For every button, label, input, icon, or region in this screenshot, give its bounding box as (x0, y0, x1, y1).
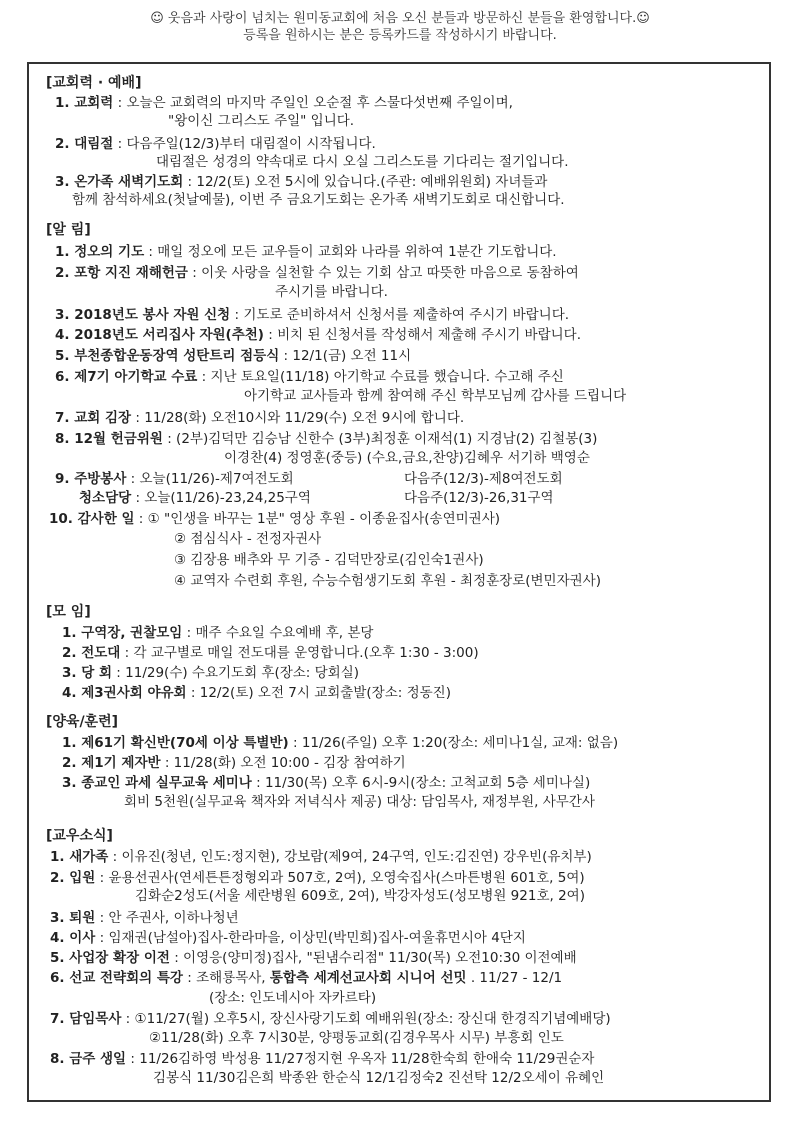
worship-item-2-cont: 대림절은 성경의 약속대로 다시 오실 그리스도를 기다리는 절기입니다. (156, 154, 569, 170)
member-item-7: 7. 담임목사 : ①11/27(월) 오후5시, 장신사랑기도회 예배위원(장소: 장신대 한경직기념예배당) (50, 1011, 611, 1027)
notice-item-2: 2. 포항 지진 재해헌금 : 이웃 사랑을 실천할 수 있는 기회 삼고 따뜻한 마음으로 동참하여 (55, 265, 579, 281)
meeting-item-1: 1. 구역장, 권찰모임 : 매주 수요일 수요예배 후, 본당 (62, 625, 374, 641)
member-item-6: 6. 선교 전략회의 특강 : 조해룡목사, 통합측 세계선교사회 시니어 선밋 . 11/27 - 12/1 (50, 970, 563, 986)
meeting-item-2: 2. 전도대 : 각 교구별로 매일 전도대를 운영합니다.(오후 1:30 - 3:00) (62, 645, 479, 661)
welcome-banner (0, 10, 800, 44)
meeting-item-4: 4. 제3권사회 야유회 : 12/2(토) 오전 7시 교회출발(장소: 정동진) (62, 685, 451, 701)
notice-item-3: 3. 2018년도 봉사 자원 신청 : 기도로 준비하셔서 신청서를 제출하여 주시기 바랍니다. (55, 307, 570, 323)
worship-item-3: 3. 온가족 새벽기도회 : 12/2(토) 오전 5시에 있습니다.(주관: 예배위원회) 자녀들과 (55, 174, 548, 190)
welcome-line-2: 등록을 원하시는 분은 등록카드를 작성하시기 바랍니다. (243, 28, 557, 43)
section-header-meetings: [모 임] (46, 604, 91, 620)
member-item-2: 2. 입원 : 윤용선권사(연세튼튼정형외과 507호, 2여), 오영숙집사(스마튼병원 601호, 5여) (50, 870, 585, 886)
notice-item-10-c: ③ 김장용 배추와 무 기증 - 김덕만장로(김인숙1권사) (174, 552, 484, 568)
notice-item-9-next: 다음주(12/3)-제8여전도회 (404, 471, 563, 487)
notice-item-9: 9. 주방봉사 : 오늘(11/26)-제7여전도회 (55, 471, 294, 487)
notice-item-8: 8. 12월 헌금위원 : (2부)김덕만 김승남 신한수 (3부)최정훈 이재석(1) 지경남(2) 김철봉(3) (55, 431, 598, 447)
section-header-notices: [알 림] (46, 222, 91, 238)
member-item-2-cont: 김화순2성도(서울 세란병원 609호, 2여), 박강자성도(성모병원 921호, 2여) (135, 888, 585, 904)
notice-item-2-cont: 주시기를 바랍니다. (275, 284, 388, 300)
notice-item-5: 5. 부천종합운동장역 성탄트리 점등식 : 12/1(금) 오전 11시 (55, 348, 412, 364)
section-header-training: [양육/훈련] (46, 714, 119, 730)
member-item-5: 5. 사업장 확장 이전 : 이영응(양미정)집사, "된냄수리점" 11/30(목) 오전10:30 이전예배 (50, 950, 577, 966)
section-header-worship: [교회력 · 예배] (46, 75, 142, 91)
notice-item-1: 1. 정오의 기도 : 매일 정오에 모든 교우들이 교회와 나라를 위하여 1분간 기도합니다. (55, 244, 557, 260)
notice-item-8-cont: 이경찬(4) 정영훈(중등) (수요,금요,찬양)김혜우 서기하 백영순 (224, 450, 590, 466)
notice-item-10-b: ② 점심식사 - 전정자권사 (174, 531, 322, 547)
worship-item-1-cont: "왕이신 그리스도 주일" 입니다. (168, 113, 355, 129)
training-item-3-cont: 회비 5천원(실무교육 책자와 저녁식사 제공) 대상: 담임목사, 재정부원, 사무간사 (124, 794, 595, 810)
worship-item-2: 2. 대림절 : 다음주일(12/3)부터 대림절이 시작됩니다. (55, 136, 376, 152)
training-item-1: 1. 제61기 확신반(70세 이상 특별반) : 11/26(주일) 오후 1:20(장소: 세미나1실, 교재: 없음) (62, 735, 619, 751)
notice-item-9-cleaning-next: 다음주(12/3)-26,31구역 (404, 490, 554, 506)
member-item-6-cont: (장소: 인도네시아 자카르타) (209, 990, 377, 1006)
member-item-7-cont: ②11/28(화) 오후 7시30분, 양평동교회(김경우목사 시무) 부흥회 인도 (149, 1030, 564, 1046)
notice-item-6-cont: 아기학교 교사들과 함께 참여해 주신 학부모님께 감사를 드립니다 (244, 388, 627, 404)
notice-item-10: 10. 감사한 일 : ① "인생을 바꾸는 1분" 영상 후원 - 이종윤집사(송연미권사) (49, 511, 501, 527)
member-item-4: 4. 이사 : 임재권(남설아)집사-한라마을, 이상민(박민희)집사-여울휴먼시아 4단지 (50, 930, 526, 946)
worship-item-3-cont: 함께 참석하세요(첫날예물), 이번 주 금요기도회는 온가족 새벽기도회로 대신합니다. (72, 192, 565, 208)
notice-item-9-cleaning: 청소담당 : 오늘(11/26)-23,24,25구역 (79, 490, 311, 506)
welcome-line-1: ☺ 웃음과 사랑이 넘치는 원미동교회에 처음 오신 분들과 방문하신 분들을 환영합니다.☺ (150, 11, 650, 26)
notice-item-4: 4. 2018년도 서리집사 자원(추천) : 비치 된 신청서를 작성해서 제출해 주시기 바랍니다. (55, 327, 581, 343)
section-header-members: [교우소식] (46, 828, 113, 844)
member-item-1: 1. 새가족 : 이유진(청년, 인도:정지현), 강보람(제9여, 24구역, 인도:김진연) 강우빈(유치부) (50, 849, 592, 865)
member-item-3: 3. 퇴원 : 안 주권사, 이하나청년 (50, 910, 239, 926)
notice-item-6: 6. 제7기 아기학교 수료 : 지난 토요일(11/18) 아기학교 수료를 했습니다. 수고해 주신 (55, 369, 564, 385)
notice-item-7: 7. 교회 김장 : 11/28(화) 오전10시와 11/29(수) 오전 9시에 합니다. (55, 410, 465, 426)
member-item-8: 8. 금주 생일 : 11/26김하영 박성용 11/27정지현 우옥자 11/28한숙희 한애숙 11/29권순자 (50, 1051, 595, 1067)
member-item-8-cont: 김봉식 11/30김은희 박종완 한순식 12/1김정숙2 진선탁 12/2오세이 유혜인 (153, 1070, 605, 1086)
notice-item-10-d: ④ 교역자 수련회 후원, 수능수험생기도회 후원 - 최정훈장로(변민자권사) (174, 573, 601, 589)
meeting-item-3: 3. 당 회 : 11/29(수) 수요기도회 후(장소: 당회실) (62, 665, 360, 681)
worship-item-1: 1. 교회력 : 오늘은 교회력의 마지막 주일인 오순절 후 스물다섯번째 주일이며, (55, 95, 513, 111)
training-item-2: 2. 제1기 제자반 : 11/28(화) 오전 10:00 - 김장 참여하기 (62, 755, 406, 771)
training-item-3: 3. 종교인 과세 실무교육 세미나 : 11/30(목) 오후 6시-9시(장소: 고척교회 5층 세미나실) (62, 775, 591, 791)
